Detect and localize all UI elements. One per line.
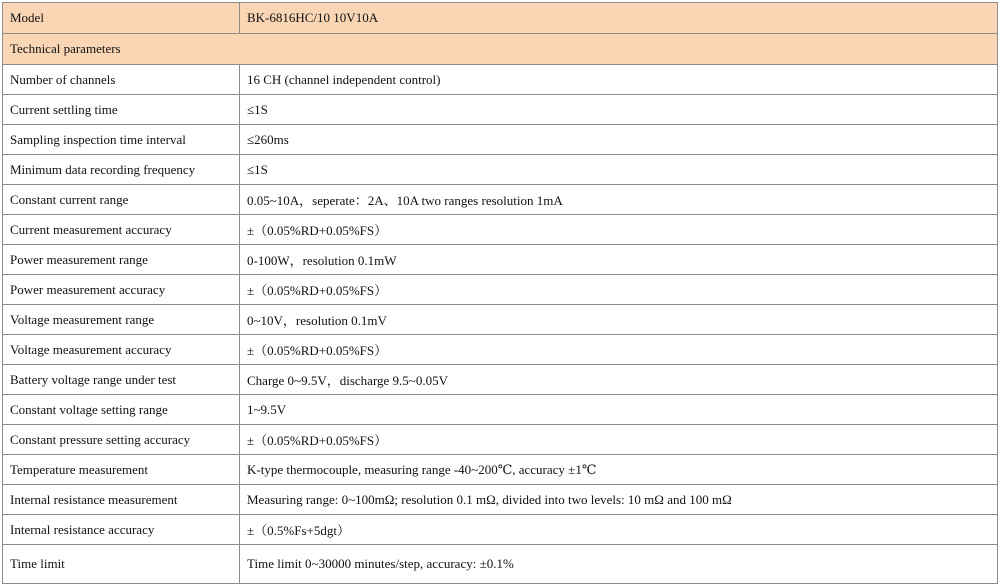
spec-table-body (3, 3, 998, 584)
parameter-label: Number of channels (3, 65, 240, 95)
model-label: Model (3, 3, 240, 34)
section-row (3, 34, 998, 65)
parameter-label: Power measurement accuracy (3, 275, 240, 305)
parameter-label: Sampling inspection time interval (3, 125, 240, 155)
parameter-label: Current settling time (3, 95, 240, 125)
table-row (3, 485, 998, 515)
model-value: BK-6816HC/10 10V10A (240, 3, 998, 34)
parameter-label: Constant pressure setting accuracy (3, 425, 240, 455)
table-row (3, 245, 998, 275)
parameter-label: Voltage measurement accuracy (3, 335, 240, 365)
parameter-label: Time limit (3, 545, 240, 584)
parameter-value: ≤1S (240, 95, 998, 125)
parameter-value: ±（0.05%RD+0.05%FS） (240, 215, 998, 245)
table-row (3, 125, 998, 155)
parameter-value: ≤1S (240, 155, 998, 185)
table-row (3, 155, 998, 185)
parameter-label: Internal resistance accuracy (3, 515, 240, 545)
parameter-label: Minimum data recording frequency (3, 155, 240, 185)
section-title: Technical parameters (3, 34, 998, 65)
parameter-value: Time limit 0~30000 minutes/step, accuracy: ±0.1% (240, 545, 998, 584)
parameter-value: 0~10V，resolution 0.1mV (240, 305, 998, 335)
table-row (3, 365, 998, 395)
parameter-label: Internal resistance measurement (3, 485, 240, 515)
table-row (3, 65, 998, 95)
parameter-value: K-type thermocouple, measuring range -40~200℃, accuracy ±1℃ (240, 455, 998, 485)
parameter-label: Power measurement range (3, 245, 240, 275)
parameter-label: Temperature measurement (3, 455, 240, 485)
parameter-value: Charge 0~9.5V，discharge 9.5~0.05V (240, 365, 998, 395)
parameter-label: Battery voltage range under test (3, 365, 240, 395)
parameter-value: 0-100W，resolution 0.1mW (240, 245, 998, 275)
parameter-value: ±（0.5%Fs+5dgt） (240, 515, 998, 545)
table-row (3, 275, 998, 305)
table-row (3, 545, 998, 584)
parameter-label: Voltage measurement range (3, 305, 240, 335)
parameter-value: ±（0.05%RD+0.05%FS） (240, 425, 998, 455)
table-row (3, 95, 998, 125)
table-row (3, 395, 998, 425)
table-row (3, 455, 998, 485)
table-row (3, 425, 998, 455)
parameter-value: ≤260ms (240, 125, 998, 155)
table-row (3, 335, 998, 365)
parameter-label: Constant voltage setting range (3, 395, 240, 425)
parameter-value: 16 CH (channel independent control) (240, 65, 998, 95)
model-row (3, 3, 998, 34)
table-row (3, 305, 998, 335)
parameter-label: Constant current range (3, 185, 240, 215)
table-row (3, 185, 998, 215)
parameter-label: Current measurement accuracy (3, 215, 240, 245)
table-row (3, 515, 998, 545)
parameter-value: Measuring range: 0~100mΩ; resolution 0.1 mΩ, divided into two levels: 10 mΩ and 100 mΩ (240, 485, 998, 515)
spec-table (2, 2, 998, 584)
parameter-value: 0.05~10A，seperate：2A、10A two ranges resolution 1mA (240, 185, 998, 215)
table-row (3, 215, 998, 245)
parameter-value: 1~9.5V (240, 395, 998, 425)
parameter-value: ±（0.05%RD+0.05%FS） (240, 335, 998, 365)
parameter-value: ±（0.05%RD+0.05%FS） (240, 275, 998, 305)
